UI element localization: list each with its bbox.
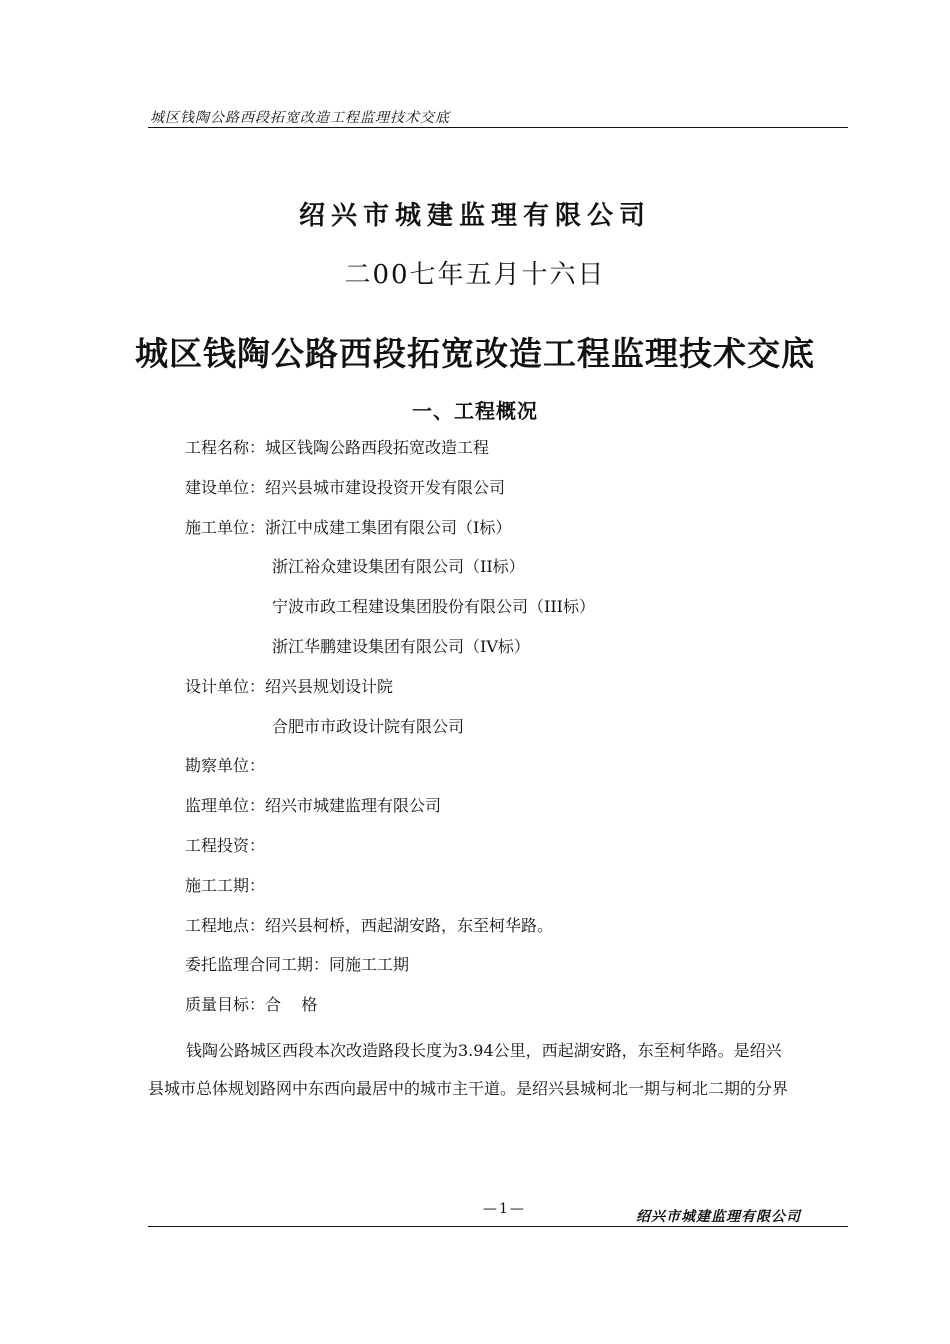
field-label: 委托监理合同工期： xyxy=(185,955,330,975)
footer-company: 绍兴市城建监理有限公司 xyxy=(636,1209,801,1225)
field-value: 绍兴县规划设计院 xyxy=(265,676,394,696)
document-title: 城区钱陶公路西段拓宽改造工程监理技术交底 xyxy=(135,334,815,373)
field-value: 浙江华鹏建设集团有限公司（IV标） xyxy=(272,636,530,656)
field-row-survey xyxy=(185,752,850,792)
overview-paragraph xyxy=(148,1032,850,1108)
field-row-duration xyxy=(185,872,850,912)
project-info-list xyxy=(185,434,850,1031)
field-label: 监理单位： xyxy=(185,796,266,816)
field-label: 设计单位： xyxy=(185,676,266,696)
field-row-investment xyxy=(185,832,850,872)
field-label: 勘察单位： xyxy=(185,756,266,776)
field-value: 宁波市政工程建设集团股份有限公司（III标） xyxy=(272,597,595,617)
field-row-location xyxy=(185,912,850,952)
paragraph-line: 县城市总体规划路网中东西向最居中的城市主干道。是绍兴县城柯北一期与柯北二期的分界 xyxy=(148,1079,789,1098)
field-row-project-name xyxy=(185,434,850,474)
section-heading: 一、工程概况 xyxy=(412,399,538,423)
field-label: 建设单位： xyxy=(185,477,266,497)
field-label: 工程名称： xyxy=(185,438,266,457)
field-row-contractor xyxy=(185,514,850,554)
field-row-contractor-3 xyxy=(185,593,850,633)
field-row-contractor-2 xyxy=(185,553,850,593)
field-value: 绍兴县柯桥，西起湖安路，东至柯华路。 xyxy=(265,915,554,935)
field-value: 绍兴县城市建设投资开发有限公司 xyxy=(265,477,506,497)
header-divider xyxy=(148,127,848,128)
field-value: 合肥市市政设计院有限公司 xyxy=(272,716,465,736)
company-name: 绍兴市城建监理有限公司 xyxy=(298,201,651,231)
field-value: 浙江裕众建设集团有限公司（II标） xyxy=(272,557,525,577)
field-label: 施工工期： xyxy=(185,875,266,895)
paragraph-line: 钱陶公路城区西段本次改造路段长度为3.94公里，西起湖安路，东至柯华路。是绍兴 xyxy=(186,1041,782,1060)
field-value: 同施工工期 xyxy=(329,955,410,975)
field-value: 城区钱陶公路西段拓宽改造工程 xyxy=(265,438,490,457)
field-label: 工程地点： xyxy=(185,915,266,935)
field-row-designer xyxy=(185,673,850,713)
document-date: 二00七年五月十六日 xyxy=(344,260,606,290)
field-label: 施工单位： xyxy=(185,517,266,537)
field-value: 浙江中成建工集团有限公司（I标） xyxy=(265,517,512,537)
field-row-contract-period xyxy=(185,951,850,991)
field-row-quality-target xyxy=(185,991,850,1031)
running-header: 城区钱陶公路西段拓宽改造工程监理技术交底 xyxy=(150,110,450,126)
footer-divider xyxy=(148,1226,848,1227)
field-row-designer-2 xyxy=(185,713,850,753)
field-row-supervisor xyxy=(185,792,850,832)
field-label: 质量目标： xyxy=(185,995,266,1015)
field-value: 合 格 xyxy=(265,995,318,1015)
field-row-owner xyxy=(185,474,850,514)
field-row-contractor-4 xyxy=(185,633,850,673)
field-value: 绍兴市城建监理有限公司 xyxy=(265,796,442,816)
field-label: 工程投资： xyxy=(185,835,266,855)
page-number: —1— xyxy=(483,1201,526,1217)
